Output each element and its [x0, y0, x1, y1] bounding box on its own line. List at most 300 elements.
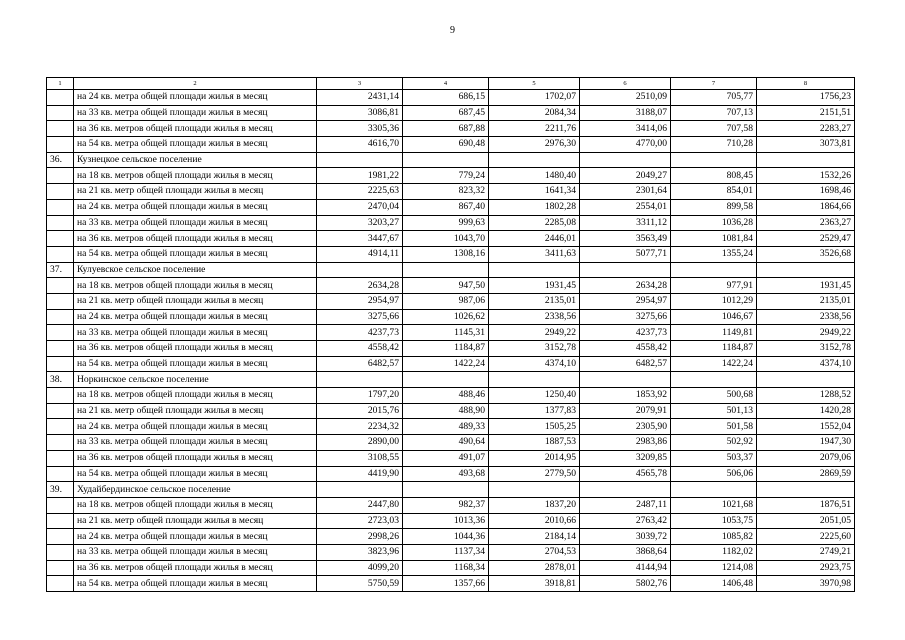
row-number-cell — [47, 419, 74, 435]
value-cell: 1947,30 — [757, 435, 855, 451]
table-row — [47, 325, 855, 341]
empty-cell — [671, 482, 757, 498]
row-number-cell — [47, 513, 74, 529]
table-row — [47, 356, 855, 372]
value-cell: 1702,07 — [489, 90, 580, 106]
section-title: Кузнецкое сельское поселение — [74, 152, 317, 168]
value-cell: 1184,87 — [671, 341, 757, 357]
row-number-cell — [47, 278, 74, 294]
table-row — [47, 513, 855, 529]
value-cell: 867,40 — [403, 199, 489, 215]
value-cell: 2135,01 — [757, 293, 855, 309]
value-cell: 1422,24 — [671, 356, 757, 372]
value-cell: 3411,63 — [489, 246, 580, 262]
value-cell: 2954,97 — [580, 293, 671, 309]
value-cell: 503,37 — [671, 450, 757, 466]
table-row — [47, 105, 855, 121]
value-cell: 3039,72 — [580, 529, 671, 545]
value-cell: 3447,67 — [317, 231, 403, 247]
value-cell: 4374,10 — [489, 356, 580, 372]
value-cell: 2634,28 — [580, 278, 671, 294]
value-cell: 2084,34 — [489, 105, 580, 121]
value-cell: 2954,97 — [317, 293, 403, 309]
value-cell: 2529,47 — [757, 231, 855, 247]
row-number-cell — [47, 246, 74, 262]
column-number: 5 — [489, 78, 580, 90]
section-number: 37. — [47, 262, 74, 278]
empty-cell — [403, 262, 489, 278]
column-number: 8 — [757, 78, 855, 90]
value-cell: 4914,11 — [317, 246, 403, 262]
row-label: на 54 кв. метра общей площади жилья в месяц — [74, 137, 317, 153]
value-cell: 1406,48 — [671, 576, 757, 592]
value-cell: 2338,56 — [757, 309, 855, 325]
row-label: на 36 кв. метров общей площади жилья в месяц — [74, 341, 317, 357]
table-row — [47, 168, 855, 184]
table-row — [47, 341, 855, 357]
section-number: 39. — [47, 482, 74, 498]
value-cell: 1036,28 — [671, 215, 757, 231]
empty-cell — [317, 152, 403, 168]
value-cell: 2135,01 — [489, 293, 580, 309]
value-cell: 1357,66 — [403, 576, 489, 592]
value-cell: 1698,46 — [757, 184, 855, 200]
value-cell: 2151,51 — [757, 105, 855, 121]
value-cell: 491,07 — [403, 450, 489, 466]
section-title: Худайбердинское сельское поселение — [74, 482, 317, 498]
value-cell: 707,13 — [671, 105, 757, 121]
value-cell: 3108,55 — [317, 450, 403, 466]
value-cell: 2305,90 — [580, 419, 671, 435]
value-cell: 705,77 — [671, 90, 757, 106]
row-label: на 21 кв. метр общей площади жилья в месяц — [74, 513, 317, 529]
row-number-cell — [47, 341, 74, 357]
column-number: 4 — [403, 78, 489, 90]
value-cell: 1931,45 — [757, 278, 855, 294]
value-cell: 1876,51 — [757, 497, 855, 513]
value-cell: 1641,34 — [489, 184, 580, 200]
column-number: 7 — [671, 78, 757, 90]
column-number: 6 — [580, 78, 671, 90]
value-cell: 502,92 — [671, 435, 757, 451]
value-cell: 2049,27 — [580, 168, 671, 184]
value-cell: 2446,01 — [489, 231, 580, 247]
value-cell: 3823,96 — [317, 544, 403, 560]
value-cell: 2923,75 — [757, 560, 855, 576]
empty-cell — [757, 482, 855, 498]
value-cell: 3275,66 — [580, 309, 671, 325]
value-cell: 1480,40 — [489, 168, 580, 184]
value-cell: 1145,31 — [403, 325, 489, 341]
value-cell: 2079,06 — [757, 450, 855, 466]
empty-cell — [489, 372, 580, 388]
row-label: на 18 кв. метров общей площади жилья в месяц — [74, 388, 317, 404]
value-cell: 1864,66 — [757, 199, 855, 215]
row-label: на 33 кв. метра общей площади жилья в месяц — [74, 325, 317, 341]
value-cell: 1288,52 — [757, 388, 855, 404]
value-cell: 2634,28 — [317, 278, 403, 294]
empty-cell — [489, 262, 580, 278]
value-cell: 2510,09 — [580, 90, 671, 106]
table-row — [47, 293, 855, 309]
page-number: 9 — [450, 25, 455, 36]
value-cell: 2225,60 — [757, 529, 855, 545]
value-cell: 779,24 — [403, 168, 489, 184]
row-number-cell — [47, 90, 74, 106]
row-label: на 33 кв. метра общей площади жилья в месяц — [74, 105, 317, 121]
value-cell: 3188,07 — [580, 105, 671, 121]
value-cell: 3086,81 — [317, 105, 403, 121]
value-cell: 1214,08 — [671, 560, 757, 576]
value-cell: 1931,45 — [489, 278, 580, 294]
value-cell: 1046,67 — [671, 309, 757, 325]
value-cell: 2976,30 — [489, 137, 580, 153]
value-cell: 2184,14 — [489, 529, 580, 545]
value-cell: 1026,62 — [403, 309, 489, 325]
table-row — [47, 215, 855, 231]
empty-cell — [403, 372, 489, 388]
value-cell: 3414,06 — [580, 121, 671, 137]
row-label: на 24 кв. метра общей площади жилья в месяц — [74, 309, 317, 325]
value-cell: 1085,82 — [671, 529, 757, 545]
table-row — [47, 388, 855, 404]
row-number-cell — [47, 121, 74, 137]
table-row — [47, 309, 855, 325]
value-cell: 947,50 — [403, 278, 489, 294]
value-cell: 2014,95 — [489, 450, 580, 466]
value-cell: 1149,81 — [671, 325, 757, 341]
row-label: на 36 кв. метров общей площади жилья в месяц — [74, 560, 317, 576]
table-row — [47, 497, 855, 513]
value-cell: 6482,57 — [317, 356, 403, 372]
value-cell: 1377,83 — [489, 403, 580, 419]
value-cell: 3563,49 — [580, 231, 671, 247]
value-cell: 710,28 — [671, 137, 757, 153]
empty-cell — [757, 372, 855, 388]
table-row — [47, 231, 855, 247]
row-number-cell — [47, 105, 74, 121]
value-cell: 4616,70 — [317, 137, 403, 153]
value-cell: 3275,66 — [317, 309, 403, 325]
value-cell: 506,06 — [671, 466, 757, 482]
value-cell: 1044,36 — [403, 529, 489, 545]
value-cell: 2363,27 — [757, 215, 855, 231]
value-cell: 2079,91 — [580, 403, 671, 419]
value-cell: 3203,27 — [317, 215, 403, 231]
value-cell: 823,32 — [403, 184, 489, 200]
empty-cell — [403, 152, 489, 168]
value-cell: 2447,80 — [317, 497, 403, 513]
value-cell: 4144,94 — [580, 560, 671, 576]
row-label: на 18 кв. метров общей площади жилья в месяц — [74, 278, 317, 294]
value-cell: 4565,78 — [580, 466, 671, 482]
section-number: 36. — [47, 152, 74, 168]
value-cell: 2234,32 — [317, 419, 403, 435]
value-cell: 501,58 — [671, 419, 757, 435]
value-cell: 2949,22 — [489, 325, 580, 341]
table-row — [47, 199, 855, 215]
section-title: Норкинское сельское поселение — [74, 372, 317, 388]
empty-cell — [580, 372, 671, 388]
empty-cell — [317, 372, 403, 388]
value-cell: 3311,12 — [580, 215, 671, 231]
value-cell: 707,58 — [671, 121, 757, 137]
table-row — [47, 419, 855, 435]
value-cell: 1184,87 — [403, 341, 489, 357]
value-cell: 3305,36 — [317, 121, 403, 137]
value-cell: 4099,20 — [317, 560, 403, 576]
value-cell: 2051,05 — [757, 513, 855, 529]
row-number-cell — [47, 466, 74, 482]
value-cell: 2487,11 — [580, 497, 671, 513]
table-row — [47, 246, 855, 262]
value-cell: 2225,63 — [317, 184, 403, 200]
table-row — [47, 121, 855, 137]
value-cell: 899,58 — [671, 199, 757, 215]
row-label: на 18 кв. метров общей площади жилья в месяц — [74, 497, 317, 513]
table-row — [47, 137, 855, 153]
row-label: на 36 кв. метров общей площади жилья в месяц — [74, 450, 317, 466]
value-cell: 854,01 — [671, 184, 757, 200]
row-number-cell — [47, 325, 74, 341]
row-number-cell — [47, 403, 74, 419]
value-cell: 2763,42 — [580, 513, 671, 529]
table-row — [47, 90, 855, 106]
value-cell: 4374,10 — [757, 356, 855, 372]
value-cell: 687,88 — [403, 121, 489, 137]
value-cell: 2983,86 — [580, 435, 671, 451]
row-label: на 18 кв. метров общей площади жилья в месяц — [74, 168, 317, 184]
row-label: на 24 кв. метра общей площади жилья в месяц — [74, 529, 317, 545]
value-cell: 3526,68 — [757, 246, 855, 262]
row-number-cell — [47, 560, 74, 576]
value-cell: 489,33 — [403, 419, 489, 435]
row-number-cell — [47, 435, 74, 451]
row-label: на 54 кв. метра общей площади жилья в месяц — [74, 466, 317, 482]
value-cell: 1021,68 — [671, 497, 757, 513]
value-cell: 999,63 — [403, 215, 489, 231]
value-cell: 2338,56 — [489, 309, 580, 325]
value-cell: 977,91 — [671, 278, 757, 294]
value-cell: 2554,01 — [580, 199, 671, 215]
row-number-cell — [47, 576, 74, 592]
empty-cell — [317, 482, 403, 498]
value-cell: 808,45 — [671, 168, 757, 184]
value-cell: 1308,16 — [403, 246, 489, 262]
value-cell: 2949,22 — [757, 325, 855, 341]
value-cell: 686,15 — [403, 90, 489, 106]
value-cell: 4237,73 — [317, 325, 403, 341]
row-number-cell — [47, 231, 74, 247]
value-cell: 2283,27 — [757, 121, 855, 137]
value-cell: 2010,66 — [489, 513, 580, 529]
value-cell: 2470,04 — [317, 199, 403, 215]
row-label: на 54 кв. метра общей площади жилья в месяц — [74, 356, 317, 372]
value-cell: 501,13 — [671, 403, 757, 419]
value-cell: 1137,34 — [403, 544, 489, 560]
value-cell: 2998,26 — [317, 529, 403, 545]
section-row — [47, 482, 855, 498]
section-row — [47, 262, 855, 278]
row-label: на 54 кв. метра общей площади жилья в месяц — [74, 576, 317, 592]
value-cell: 1081,84 — [671, 231, 757, 247]
value-cell: 1182,02 — [671, 544, 757, 560]
row-label: на 24 кв. метра общей площади жилья в месяц — [74, 419, 317, 435]
value-cell: 2211,76 — [489, 121, 580, 137]
empty-cell — [671, 372, 757, 388]
value-cell: 1887,53 — [489, 435, 580, 451]
value-cell: 1355,24 — [671, 246, 757, 262]
empty-cell — [757, 262, 855, 278]
value-cell: 4237,73 — [580, 325, 671, 341]
value-cell: 488,46 — [403, 388, 489, 404]
row-label: на 36 кв. метров общей площади жилья в месяц — [74, 121, 317, 137]
empty-cell — [489, 482, 580, 498]
row-label: на 21 кв. метр общей площади жилья в месяц — [74, 293, 317, 309]
value-cell: 490,64 — [403, 435, 489, 451]
value-cell: 1505,25 — [489, 419, 580, 435]
value-cell: 3152,78 — [489, 341, 580, 357]
empty-cell — [757, 152, 855, 168]
row-label: на 21 кв. метр общей площади жилья в месяц — [74, 403, 317, 419]
table-row — [47, 403, 855, 419]
row-number-cell — [47, 137, 74, 153]
value-cell: 4558,42 — [580, 341, 671, 357]
value-cell: 2723,03 — [317, 513, 403, 529]
section-row — [47, 372, 855, 388]
row-number-cell — [47, 215, 74, 231]
value-cell: 1420,28 — [757, 403, 855, 419]
column-number: 3 — [317, 78, 403, 90]
row-label: на 24 кв. метра общей площади жилья в месяц — [74, 90, 317, 106]
row-label: на 33 кв. метра общей площади жилья в месяц — [74, 435, 317, 451]
table-row — [47, 184, 855, 200]
value-cell: 2285,08 — [489, 215, 580, 231]
row-number-cell — [47, 544, 74, 560]
row-label: на 33 кв. метра общей площади жилья в месяц — [74, 215, 317, 231]
row-number-cell — [47, 184, 74, 200]
value-cell: 5802,76 — [580, 576, 671, 592]
empty-cell — [580, 482, 671, 498]
value-cell: 1802,28 — [489, 199, 580, 215]
value-cell: 690,48 — [403, 137, 489, 153]
value-cell: 493,68 — [403, 466, 489, 482]
column-number-row — [47, 78, 855, 90]
tariff-table — [46, 77, 855, 592]
value-cell: 1981,22 — [317, 168, 403, 184]
table-row — [47, 560, 855, 576]
value-cell: 488,90 — [403, 403, 489, 419]
value-cell: 4770,00 — [580, 137, 671, 153]
value-cell: 2301,64 — [580, 184, 671, 200]
empty-cell — [489, 152, 580, 168]
row-label: на 33 кв. метра общей площади жилья в месяц — [74, 544, 317, 560]
value-cell: 3209,85 — [580, 450, 671, 466]
value-cell: 3152,78 — [757, 341, 855, 357]
row-label: на 36 кв. метров общей площади жилья в месяц — [74, 231, 317, 247]
table-row — [47, 450, 855, 466]
value-cell: 5077,71 — [580, 246, 671, 262]
row-number-cell — [47, 309, 74, 325]
empty-cell — [671, 262, 757, 278]
row-number-cell — [47, 293, 74, 309]
row-number-cell — [47, 529, 74, 545]
value-cell: 1053,75 — [671, 513, 757, 529]
value-cell: 1250,40 — [489, 388, 580, 404]
column-number: 1 — [47, 78, 74, 90]
value-cell: 2878,01 — [489, 560, 580, 576]
row-number-cell — [47, 168, 74, 184]
value-cell: 3868,64 — [580, 544, 671, 560]
value-cell: 1552,04 — [757, 419, 855, 435]
empty-cell — [580, 262, 671, 278]
row-number-cell — [47, 497, 74, 513]
row-number-cell — [47, 450, 74, 466]
section-number: 38. — [47, 372, 74, 388]
value-cell: 1756,23 — [757, 90, 855, 106]
value-cell: 6482,57 — [580, 356, 671, 372]
table-row — [47, 435, 855, 451]
value-cell: 1422,24 — [403, 356, 489, 372]
value-cell: 982,37 — [403, 497, 489, 513]
section-row — [47, 152, 855, 168]
value-cell: 2890,00 — [317, 435, 403, 451]
value-cell: 1797,20 — [317, 388, 403, 404]
table-row — [47, 576, 855, 592]
value-cell: 1013,36 — [403, 513, 489, 529]
value-cell: 1168,34 — [403, 560, 489, 576]
table-body — [47, 78, 855, 592]
table-row — [47, 544, 855, 560]
value-cell: 2869,59 — [757, 466, 855, 482]
section-title: Кулуевское сельское поселение — [74, 262, 317, 278]
row-number-cell — [47, 388, 74, 404]
column-number: 2 — [74, 78, 317, 90]
row-number-cell — [47, 199, 74, 215]
row-label: на 21 кв. метр общей площади жилья в месяц — [74, 184, 317, 200]
row-label: на 24 кв. метра общей площади жилья в месяц — [74, 199, 317, 215]
value-cell: 2704,53 — [489, 544, 580, 560]
value-cell: 2779,50 — [489, 466, 580, 482]
value-cell: 1853,92 — [580, 388, 671, 404]
value-cell: 3970,98 — [757, 576, 855, 592]
value-cell: 1837,20 — [489, 497, 580, 513]
value-cell: 3918,81 — [489, 576, 580, 592]
value-cell: 4419,90 — [317, 466, 403, 482]
row-number-cell — [47, 356, 74, 372]
table-row — [47, 529, 855, 545]
table-row — [47, 278, 855, 294]
value-cell: 1043,70 — [403, 231, 489, 247]
empty-cell — [580, 152, 671, 168]
value-cell: 500,68 — [671, 388, 757, 404]
empty-cell — [317, 262, 403, 278]
value-cell: 687,45 — [403, 105, 489, 121]
value-cell: 1012,29 — [671, 293, 757, 309]
value-cell: 5750,59 — [317, 576, 403, 592]
empty-cell — [403, 482, 489, 498]
value-cell: 2749,21 — [757, 544, 855, 560]
empty-cell — [671, 152, 757, 168]
value-cell: 3073,81 — [757, 137, 855, 153]
value-cell: 4558,42 — [317, 341, 403, 357]
table-row — [47, 466, 855, 482]
value-cell: 987,06 — [403, 293, 489, 309]
value-cell: 1532,26 — [757, 168, 855, 184]
value-cell: 2015,76 — [317, 403, 403, 419]
value-cell: 2431,14 — [317, 90, 403, 106]
row-label: на 54 кв. метра общей площади жилья в месяц — [74, 246, 317, 262]
